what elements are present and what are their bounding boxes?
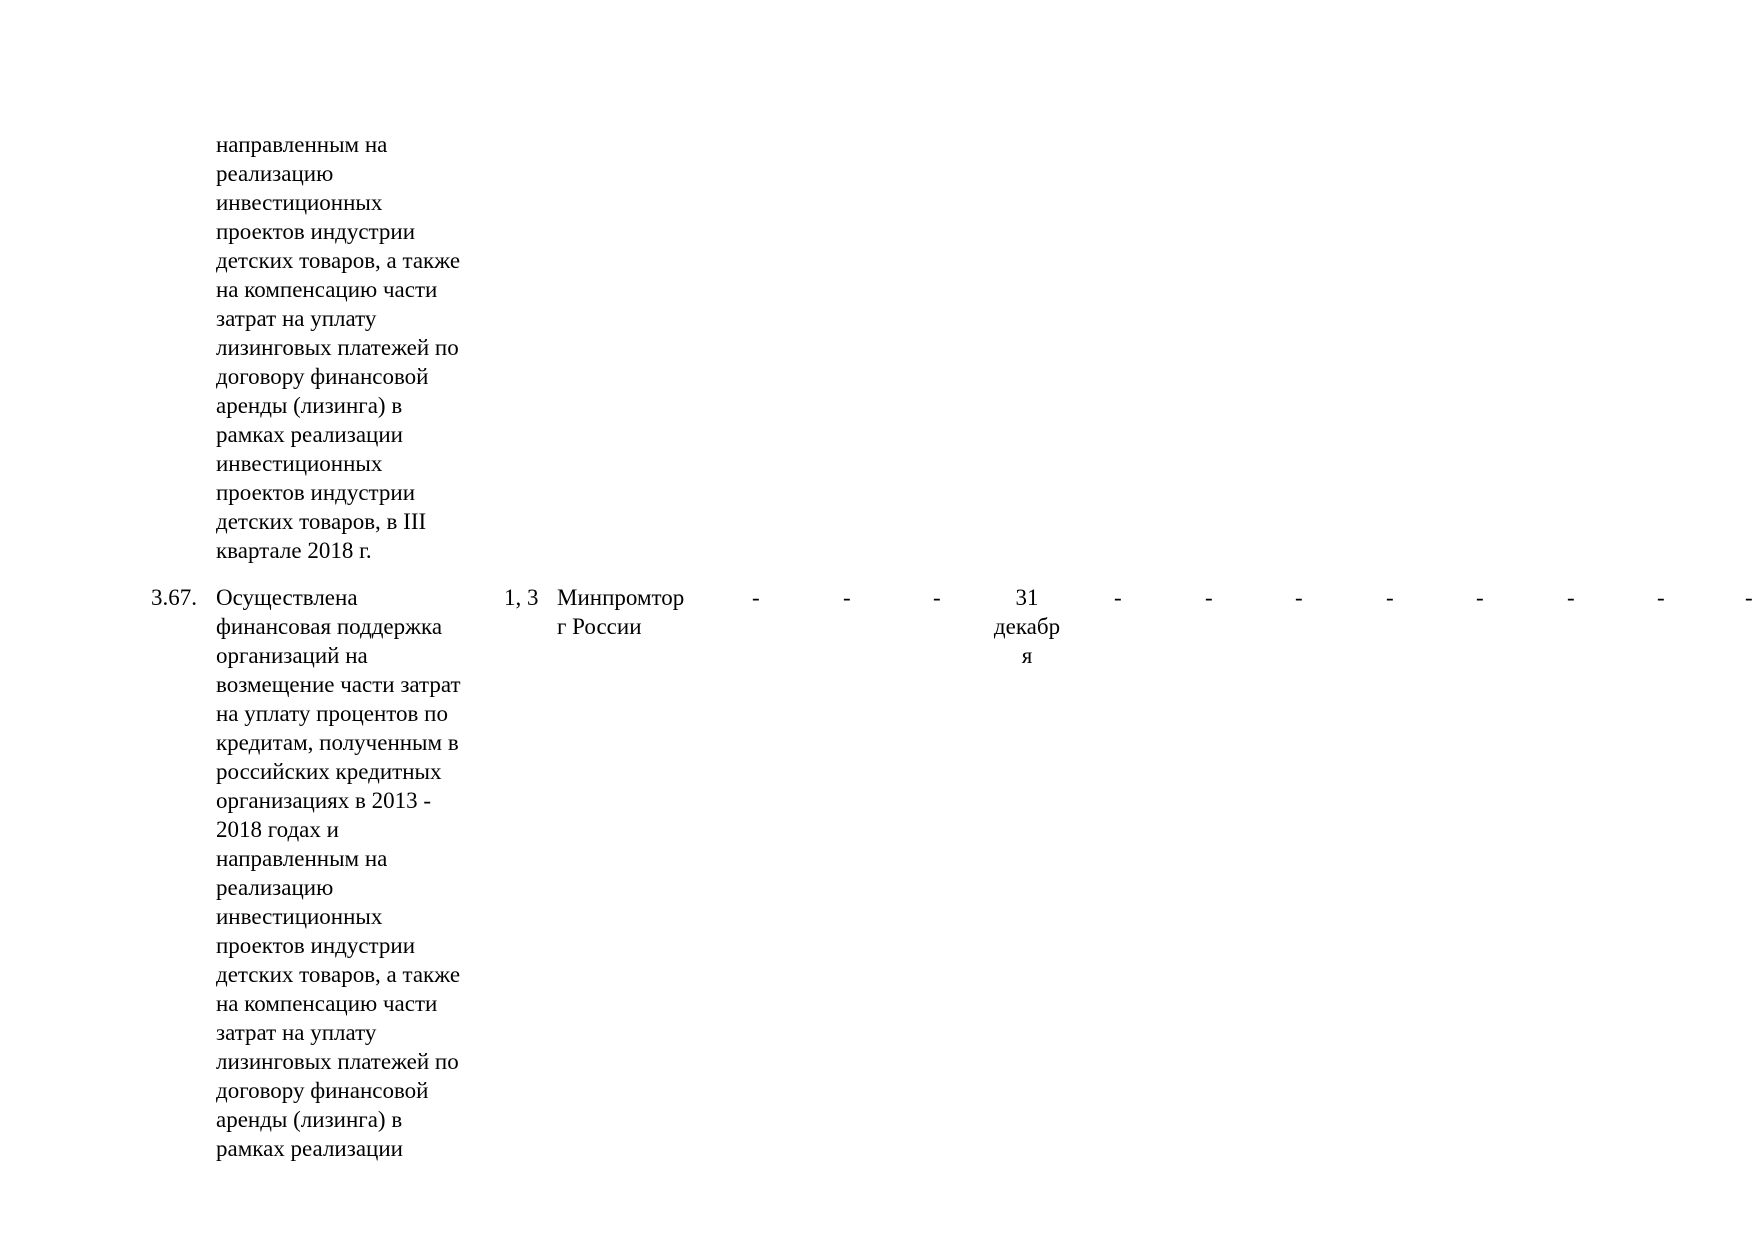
text-line: детских товаров, в III — [216, 509, 427, 534]
text-line: направленным на — [216, 132, 388, 157]
text-line: на уплату процентов по — [216, 701, 448, 726]
text-line: 2018 годах и — [216, 817, 339, 842]
text-line: аренды (лизинга) в — [216, 393, 403, 418]
text-line: организаций на — [216, 643, 368, 668]
text-line: квартале 2018 г. — [216, 538, 372, 563]
dash-cell: - — [1114, 585, 1122, 610]
row-code: 1, 3 — [504, 585, 539, 610]
text-line: российских кредитных — [216, 759, 442, 784]
dash-cell: - — [843, 585, 851, 610]
text-line: инвестиционных — [216, 190, 383, 215]
dash-cell: - — [1386, 585, 1394, 610]
text-line: лизинговых платежей по — [216, 1049, 459, 1074]
row-description — [216, 583, 461, 1163]
row-number: 3.67. — [151, 585, 197, 610]
text-line: рамках реализации — [216, 422, 403, 447]
text-line: затрат на уплату — [216, 1020, 377, 1045]
text-line: рамках реализации — [216, 1136, 403, 1161]
text-line: финансовая поддержка — [216, 614, 443, 639]
text-line: инвестиционных — [216, 904, 383, 929]
text-line: реализацию — [216, 161, 334, 186]
text-line: аренды (лизинга) в — [216, 1107, 403, 1132]
text-line: проектов индустрии — [216, 219, 416, 244]
text-line: проектов индустрии — [216, 933, 416, 958]
text-line: затрат на уплату — [216, 306, 377, 331]
dash-cell: - — [752, 585, 760, 610]
text-line: кредитам, полученным в — [216, 730, 459, 755]
dash-cell: - — [1476, 585, 1484, 610]
text-line: возмещение части затрат — [216, 672, 461, 697]
dash-cell: - — [1745, 585, 1753, 610]
text-line: реализацию — [216, 875, 334, 900]
text-line: инвестиционных — [216, 451, 383, 476]
text-line: договору финансовой — [216, 364, 429, 389]
responsible-line-1: Минпромтор — [557, 585, 685, 610]
dash-cell: - — [1295, 585, 1303, 610]
dash-cell: - — [933, 585, 941, 610]
deadline-line-2: декабр — [993, 614, 1061, 639]
text-line: на компенсацию части — [216, 991, 438, 1016]
text-line: направленным на — [216, 846, 388, 871]
text-line: на компенсацию части — [216, 277, 438, 302]
deadline-line-1: 31 — [1015, 585, 1039, 610]
dash-cell: - — [1657, 585, 1665, 610]
text-line: проектов индустрии — [216, 480, 416, 505]
text-line: договору финансовой — [216, 1078, 429, 1103]
responsible-line-2: г России — [557, 614, 642, 639]
text-line: детских товаров, а также — [216, 962, 461, 987]
continued-description — [216, 130, 460, 565]
text-line: Осуществлена — [216, 585, 358, 610]
dash-cell: - — [1205, 585, 1213, 610]
text-line: организациях в 2013 - — [216, 788, 432, 813]
text-line: детских товаров, а также — [216, 248, 461, 273]
dash-cell: - — [1567, 585, 1575, 610]
deadline-line-3: я — [1021, 643, 1033, 668]
text-line: лизинговых платежей по — [216, 335, 459, 360]
